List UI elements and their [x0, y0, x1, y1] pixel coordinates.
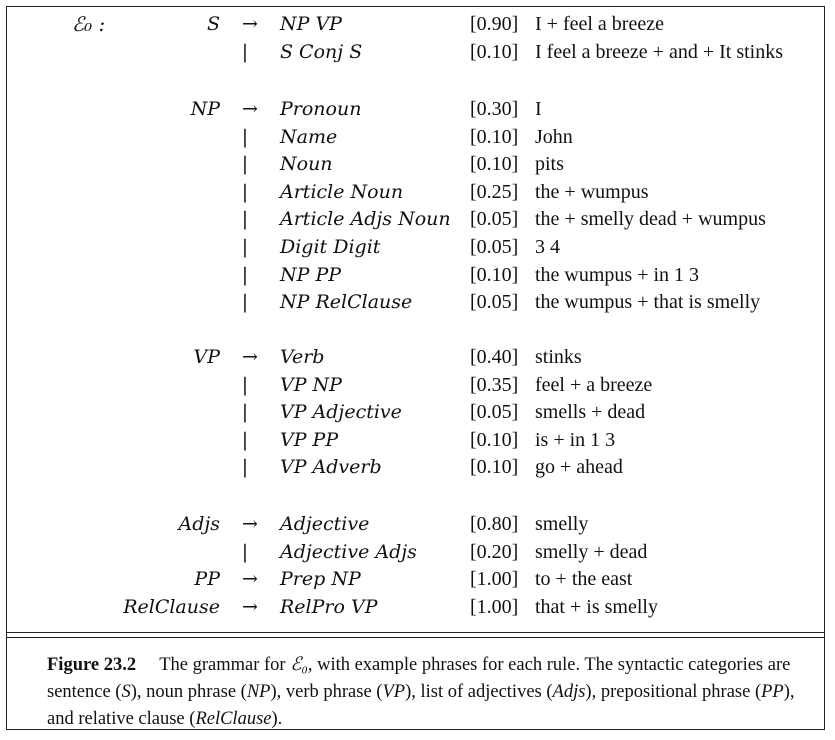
- rule-alternative-bar: |: [241, 180, 249, 203]
- rule-example: 3 4: [535, 236, 560, 258]
- rule-arrow: →: [242, 595, 258, 618]
- divider-line: [6, 632, 825, 633]
- rule-probability: [0.40]: [470, 346, 519, 368]
- rule-example: stinks: [535, 346, 582, 368]
- rule-arrow: →: [242, 513, 258, 535]
- rule-alternative-bar: |: [241, 153, 249, 176]
- rule-probability: [0.10]: [470, 263, 519, 286]
- rule-example: the wumpus + in 1 3: [535, 263, 700, 286]
- rule-probability: [0.05]: [470, 208, 519, 231]
- rule-example: smells + dead: [535, 401, 646, 424]
- rule-lhs: NP: [190, 98, 220, 120]
- rule-probability: [0.05]: [470, 291, 519, 314]
- rule-rhs: Article Adjs Noun: [280, 208, 451, 231]
- rule-rhs: VP Adjective: [280, 401, 402, 424]
- rule-example: the + wumpus: [535, 180, 649, 203]
- rule-arrow: →: [242, 568, 258, 591]
- caption-text: , with example phrases for each rule. The syntactic categories are sentence (: [47, 655, 791, 702]
- rule-example: that + is smelly: [535, 595, 658, 618]
- rule-rhs: RelPro VP: [280, 595, 378, 618]
- rule-example: is + in 1 3: [535, 428, 616, 451]
- rule-lhs: VP: [193, 346, 220, 368]
- rule-lhs: Adjs: [178, 513, 220, 535]
- caption-text: ), verb phrase (: [270, 682, 383, 702]
- caption-symbol-vp: VP: [382, 682, 406, 702]
- rule-rhs: Article Noun: [280, 180, 404, 203]
- rule-alternative-bar: |: [241, 456, 249, 479]
- rule-rhs: Adjective Adjs: [280, 540, 417, 563]
- rule-lhs: RelClause: [123, 595, 220, 618]
- rule-rhs: Verb: [280, 346, 325, 368]
- rule-probability: [0.05]: [470, 401, 519, 424]
- rule-rhs: Name: [280, 125, 338, 148]
- caption-symbol-adjs: Adjs: [552, 682, 586, 702]
- rule-probability: [0.20]: [470, 540, 519, 563]
- rule-alternative-bar: |: [241, 125, 249, 148]
- rule-alternative-bar: |: [241, 236, 249, 258]
- caption-grammar-symbol: ℰ₀: [290, 655, 308, 675]
- rule-probability: [0.05]: [470, 236, 519, 258]
- rule-probability: [0.30]: [470, 98, 519, 120]
- caption-symbol-np: NP: [246, 682, 271, 702]
- rule-arrow: →: [242, 346, 258, 368]
- rule-rhs: VP PP: [280, 428, 339, 451]
- rule-probability: [0.35]: [470, 373, 519, 396]
- rule-rhs: Adjective: [280, 513, 370, 535]
- caption-text: ), and relative clause (: [47, 682, 795, 729]
- figure-caption: [47, 652, 807, 733]
- caption-symbol-pp: PP: [761, 682, 784, 702]
- rule-probability: [0.10]: [470, 153, 519, 176]
- rule-example: go + ahead: [535, 456, 623, 479]
- rule-lhs: S: [206, 13, 220, 35]
- rule-alternative-bar: |: [241, 40, 249, 63]
- rule-probability: [0.10]: [470, 125, 519, 148]
- rule-rhs: NP VP: [280, 13, 342, 35]
- rule-example: feel + a breeze: [535, 373, 653, 396]
- rule-rhs: NP RelClause: [280, 291, 413, 314]
- rule-alternative-bar: |: [241, 208, 249, 231]
- rule-rhs: VP Adverb: [280, 456, 382, 479]
- caption-text: ), noun phrase (: [130, 682, 247, 702]
- rule-example: smelly: [535, 513, 589, 535]
- rule-rhs: Prep NP: [280, 568, 361, 591]
- rule-example: smelly + dead: [535, 540, 648, 563]
- rule-probability: [0.10]: [470, 40, 519, 63]
- rule-rhs: VP NP: [280, 373, 342, 396]
- rule-probability: [0.90]: [470, 13, 519, 35]
- rule-rhs: Pronoun: [280, 98, 362, 120]
- rule-rhs: NP PP: [280, 263, 342, 286]
- rule-example: pits: [535, 153, 564, 176]
- figure-label: Figure 23.2: [47, 655, 137, 675]
- rule-example: the + smelly dead + wumpus: [535, 208, 766, 231]
- rule-probability: [0.25]: [470, 180, 519, 203]
- rule-alternative-bar: |: [241, 291, 249, 314]
- rule-probability: [0.80]: [470, 513, 519, 535]
- rule-example: John: [535, 125, 573, 148]
- rule-rhs: Digit Digit: [280, 236, 381, 258]
- caption-text: ), list of adjectives (: [405, 682, 553, 702]
- rule-alternative-bar: |: [241, 540, 249, 563]
- rule-example: to + the east: [535, 568, 633, 591]
- rule-rhs: S Conj S: [280, 40, 363, 63]
- rule-rhs: Noun: [280, 153, 333, 176]
- rule-probability: [0.10]: [470, 428, 519, 451]
- caption-text: The grammar for: [159, 655, 291, 675]
- rule-alternative-bar: |: [241, 373, 249, 396]
- rule-probability: [1.00]: [470, 595, 519, 618]
- grammar-name: ℰ₀ :: [72, 12, 106, 36]
- rule-alternative-bar: |: [241, 263, 249, 286]
- rule-probability: [0.10]: [470, 456, 519, 479]
- divider-line: [6, 637, 825, 638]
- rule-lhs: PP: [194, 568, 220, 591]
- caption-symbol-s: S: [121, 682, 131, 702]
- rule-example: I feel a breeze + and + It stinks: [535, 40, 784, 63]
- rule-arrow: →: [242, 13, 258, 35]
- rule-example: the wumpus + that is smelly: [535, 291, 761, 314]
- rule-example: I: [535, 98, 542, 120]
- rule-alternative-bar: |: [241, 428, 249, 451]
- caption-text: ), prepositional phrase (: [585, 682, 762, 702]
- caption-symbol-relclause: RelClause: [195, 709, 272, 729]
- rule-arrow: →: [242, 98, 258, 120]
- rule-alternative-bar: |: [241, 401, 249, 424]
- rule-probability: [1.00]: [470, 568, 519, 591]
- rule-example: I + feel a breeze: [535, 13, 664, 35]
- caption-text: ).: [271, 709, 283, 729]
